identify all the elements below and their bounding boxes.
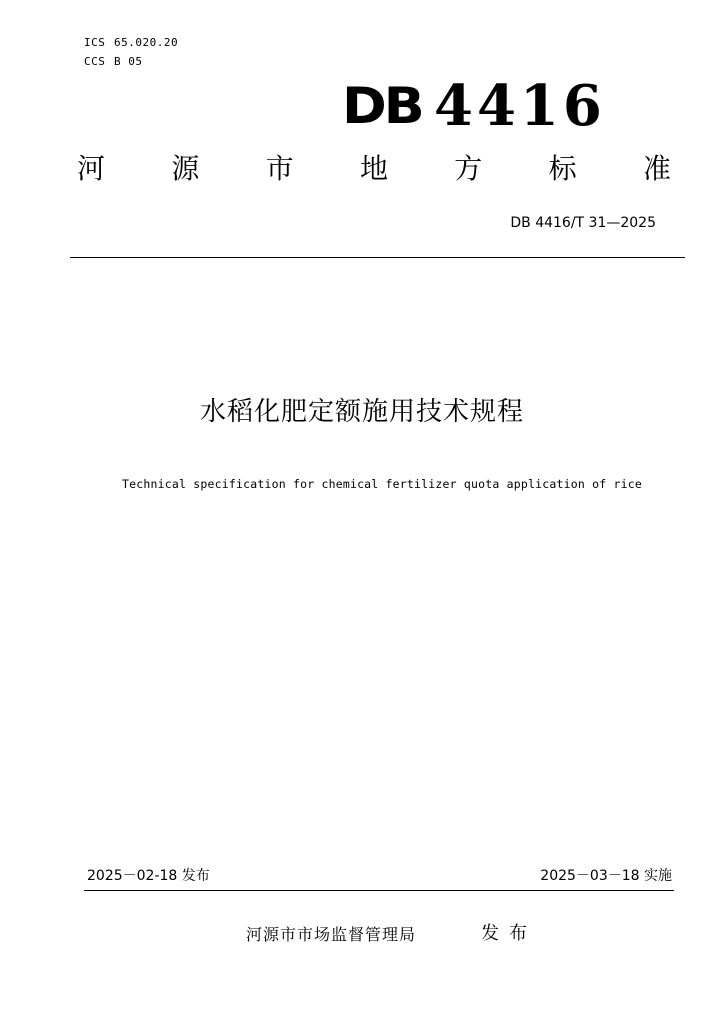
standard-number: DB 4416/T 31—2025: [510, 215, 656, 231]
footer-divider: [84, 890, 674, 891]
standard-type-char: 源: [171, 152, 200, 185]
issue-date: 2025－02-18 发布: [87, 868, 210, 884]
standard-mark-letters: DB: [342, 77, 422, 135]
ics-label: ICS: [84, 36, 106, 49]
standard-type-char: 标: [548, 152, 577, 185]
ics-code: 65.020.20: [114, 36, 179, 49]
standard-mark-logo: [342, 73, 632, 139]
implementation-date: 2025－03－18 实施: [540, 868, 672, 884]
ccs-code: B 05: [114, 55, 143, 68]
ccs-classification: [84, 55, 143, 69]
publish-label: 发布: [481, 923, 537, 944]
standard-type-char: 地: [359, 152, 388, 185]
ccs-label: CCS: [84, 55, 106, 68]
standard-type-char: 准: [642, 152, 671, 185]
header-divider: [70, 257, 685, 258]
standard-type-char: 市: [265, 152, 294, 185]
standard-mark-digits: 4416: [434, 73, 606, 139]
document-title: 水稻化肥定额施用技术规程: [199, 397, 524, 427]
ics-classification: [84, 36, 178, 50]
document-title-english: Technical specification for chemical fertilizer quota application of rice: [121, 477, 643, 491]
standard-type-char: 方: [454, 152, 483, 185]
standard-type-title: [76, 151, 672, 187]
issuing-authority: 河源市市场监督管理局: [246, 925, 417, 944]
standard-type-char: 河: [76, 152, 105, 185]
